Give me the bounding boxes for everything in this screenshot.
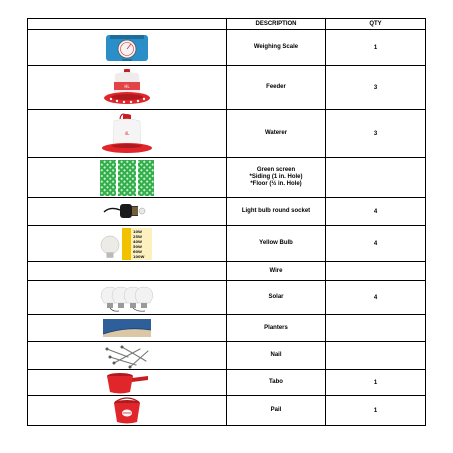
table-row <box>28 66 426 110</box>
wattage-label: 10W <box>133 229 142 234</box>
solar-bulbs-icon <box>99 283 155 313</box>
description-cell: Weighing Scale <box>227 30 326 66</box>
qty-cell: 3 <box>326 110 426 158</box>
header-image-cell <box>28 19 227 30</box>
table-row <box>28 281 426 315</box>
image-cell <box>28 226 227 262</box>
weighing-scale-icon <box>102 33 152 63</box>
description-cell: Light bulb round socket <box>227 198 326 226</box>
image-cell <box>28 110 227 158</box>
header-qty: QTY <box>326 19 426 30</box>
qty-cell: 4 <box>326 198 426 226</box>
table-row <box>28 370 426 396</box>
svg-text:4L: 4L <box>124 130 130 136</box>
wattage-label: 60W <box>133 249 142 254</box>
table-row <box>28 262 426 281</box>
header-row <box>28 19 426 30</box>
waterer-icon <box>99 113 155 155</box>
image-cell <box>28 281 227 315</box>
description-line: *Floor (½ in. Hole) <box>250 181 302 187</box>
image-cell <box>28 66 227 110</box>
description-cell: Feeder <box>227 66 326 110</box>
qty-cell: 1 <box>326 396 426 426</box>
qty-cell: 1 <box>326 370 426 396</box>
table-row <box>28 30 426 66</box>
description-line: Green screen <box>256 167 296 173</box>
wattage-label: 100W <box>133 254 145 259</box>
image-cell <box>28 30 227 66</box>
table-row <box>28 198 426 226</box>
image-cell <box>28 342 227 370</box>
description-cell: Nail <box>227 342 326 370</box>
description-cell <box>227 158 326 198</box>
green-screen-icon <box>99 159 155 197</box>
image-cell <box>28 370 227 396</box>
tabo-dipper-icon <box>102 371 152 395</box>
description-cell: Pail <box>227 396 326 426</box>
qty-cell: 4 <box>326 226 426 262</box>
table-row <box>28 396 426 426</box>
image-cell <box>28 396 227 426</box>
qty-cell <box>326 158 426 198</box>
image-cell <box>28 315 227 342</box>
table-row <box>28 110 426 158</box>
description-cell: Solar <box>227 281 326 315</box>
image-cell <box>28 198 227 226</box>
pail-icon <box>102 397 152 425</box>
qty-cell: 3 <box>326 66 426 110</box>
qty-cell <box>326 342 426 370</box>
description-cell: Waterer <box>227 110 326 158</box>
image-cell <box>28 262 227 281</box>
feeder-icon <box>102 68 152 108</box>
wattage-label: 25W <box>133 234 142 239</box>
inventory-table <box>27 18 426 426</box>
nails-icon <box>102 343 152 369</box>
description-cell: Wire <box>227 262 326 281</box>
yellow-bulb-icon <box>97 227 157 261</box>
description-cell: Yellow Bulb <box>227 226 326 262</box>
table-row <box>28 315 426 342</box>
bulb-socket-icon <box>102 200 152 224</box>
table-row <box>28 226 426 262</box>
qty-cell: 4 <box>326 281 426 315</box>
wattage-label: 50W <box>133 244 142 249</box>
svg-text:HL: HL <box>124 83 130 89</box>
wattage-label: 40W <box>133 239 142 244</box>
image-cell <box>28 158 227 198</box>
qty-cell <box>326 262 426 281</box>
description-cell: Planters <box>227 315 326 342</box>
description-line: *Siding (1 in. Hole) <box>249 174 303 180</box>
table-row <box>28 342 426 370</box>
qty-cell <box>326 315 426 342</box>
header-description: DESCRIPTION <box>227 19 326 30</box>
qty-cell: 1 <box>326 30 426 66</box>
planters-icon <box>102 316 152 340</box>
description-cell: Tabo <box>227 370 326 396</box>
table-row <box>28 158 426 198</box>
